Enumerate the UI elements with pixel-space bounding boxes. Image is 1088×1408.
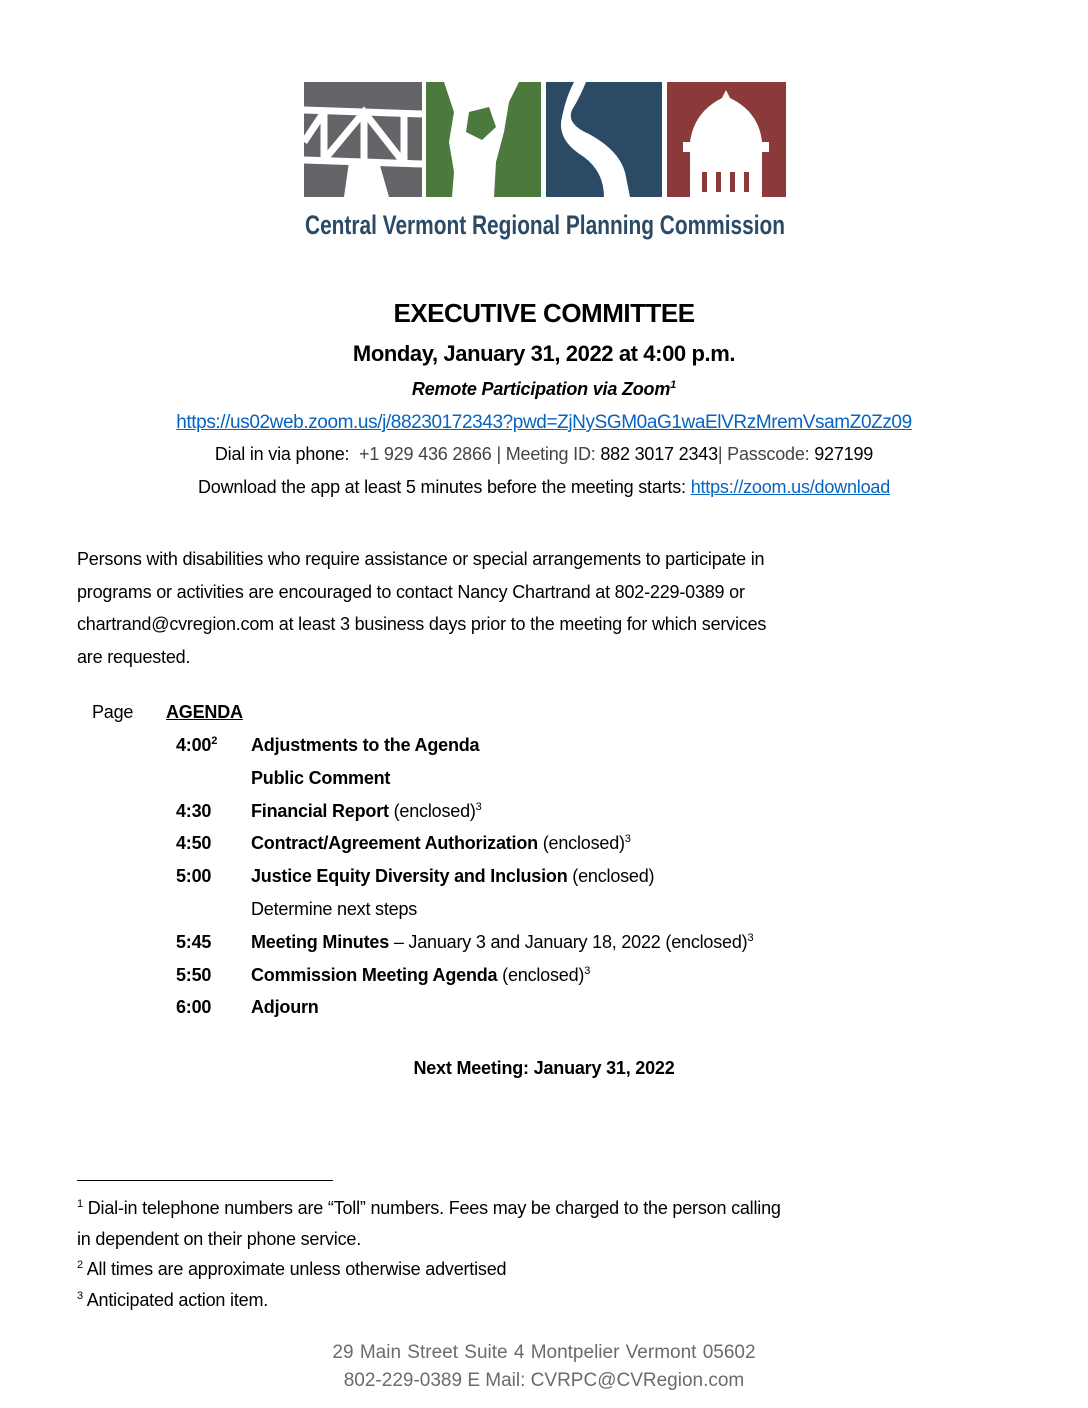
remote-text: Remote Participation via Zoom [411,379,671,399]
footnote-line [77,1224,781,1255]
footnote-line [77,1193,781,1224]
agenda-item-title [251,866,654,887]
item-title: Meeting Minutes [251,931,390,952]
item-title: Financial Report [251,800,389,821]
page-title: EXECUTIVE COMMITTEE [393,298,695,328]
item-note: (enclosed) [567,866,655,887]
download-text: Download the app at least 5 minutes before the meeting starts: [197,477,686,497]
footnote-number: 3 [77,1290,83,1303]
time-text: 4:50 [176,833,212,854]
footnote-text: All times are approximate unless otherwise advertised [86,1259,507,1280]
item-title: Contract/Agreement Authorization [251,833,538,854]
item-title: Justice Equity Diversity and Inclusion [251,866,568,887]
agenda-heading: AGENDA [166,702,243,722]
agenda-time [176,801,211,822]
agenda-item-title [251,833,631,854]
item-title: Commission Meeting Agenda [251,964,498,985]
footnote-ref: 1 [670,379,677,391]
footnote-ref: 3 [475,800,482,813]
meeting-id: 882 3017 2343 [600,444,718,464]
footnote-number: 1 [77,1198,83,1210]
item-note: (enclosed) [537,833,625,854]
time-text: 5:50 [176,964,212,985]
agenda-item-title [251,932,753,953]
footnote-ref: 3 [584,964,591,977]
zoom-meeting-link[interactable]: https://us02web.zoom.us/j/88230172343?pwd=ZjNySGM0aG1waElVRzMremVsamZ0Zz09 [176,412,912,433]
cvrpc-logo [304,82,786,242]
time-text: 4:00 [176,735,212,755]
time-text: 4:30 [176,800,212,821]
agenda-time [176,997,211,1018]
agenda-item-title [251,735,479,756]
footnote-line [77,1254,781,1285]
agenda-time [176,932,211,953]
agenda-time [176,735,217,756]
passcode: 927199 [814,444,874,464]
agenda-item-title [251,965,590,986]
item-note: (enclosed) [497,964,585,985]
footnote-text: Anticipated action item. [86,1290,269,1311]
notice-line: are requested. [77,647,191,668]
meeting-date: Monday, January 31, 2022 at 4:00 p.m. [352,341,736,366]
footer-contact: 802-229-0389 E Mail: CVRPC@CVRegion.com [343,1370,745,1391]
zoom-download-link[interactable]: https://zoom.us/download [690,477,891,497]
item-note: Determine next steps [251,899,418,919]
dial-label: Dial in via phone: [214,444,350,464]
zoom-link-line [0,412,1088,434]
footnote-ref: 3 [624,833,631,846]
item-title: Adjustments to the Agenda [251,735,480,755]
time-text: 6:00 [176,997,212,1018]
notice-line: Persons with disabilities who require assistance or special arrangements to participate in [77,549,765,569]
page-column-label: Page [92,702,134,722]
agenda-item-title [251,997,319,1018]
meeting-id-label: | Meeting ID: [496,444,596,464]
item-note: – January 3 and January 18, 2022 (enclosed) [389,931,748,952]
agenda-item-title [251,899,417,920]
footnotes [77,1193,781,1316]
footnote-divider [77,1180,333,1181]
phone-number: +1 929 436 2866 [358,444,492,464]
agenda-time [176,866,211,887]
agenda-time [176,965,211,986]
time-text: 5:45 [176,931,212,952]
footnote-number: 2 [77,1259,83,1272]
next-meeting: Next Meeting: January 31, 2022 [413,1058,675,1078]
footnote-text: Dial-in telephone numbers are “Toll” numbers. Fees may be charged to the person calling [87,1198,781,1218]
notice-line: chartrand@cvregion.com at least 3 business days prior to the meeting for which services [77,614,767,635]
download-line [0,477,1088,498]
footnote-ref: 3 [747,931,754,944]
remote-participation [0,379,1088,400]
footer-address: 29 Main Street Suite 4 Montpelier Vermont 05602 [332,1342,756,1363]
passcode-label: | Passcode: [717,444,810,464]
item-note: (enclosed) [388,800,476,821]
notice-line: programs or activities are encouraged to contact Nancy Chartrand at 802-229-0389 or [77,581,745,602]
agenda-item-title [251,768,390,789]
dial-in-line [0,444,1088,465]
agenda-item-title [251,801,482,822]
logo-text: Central Vermont Regional Planning Commission [305,210,785,240]
item-title: Adjourn [251,997,319,1018]
footnote-text: in dependent on their phone service. [77,1228,362,1249]
time-text: 5:00 [176,866,212,887]
agenda-time [176,833,211,854]
footnote-line [77,1285,781,1316]
item-title: Public Comment [251,767,391,788]
accessibility-notice [77,543,766,674]
footnote-ref: 2 [211,735,218,747]
